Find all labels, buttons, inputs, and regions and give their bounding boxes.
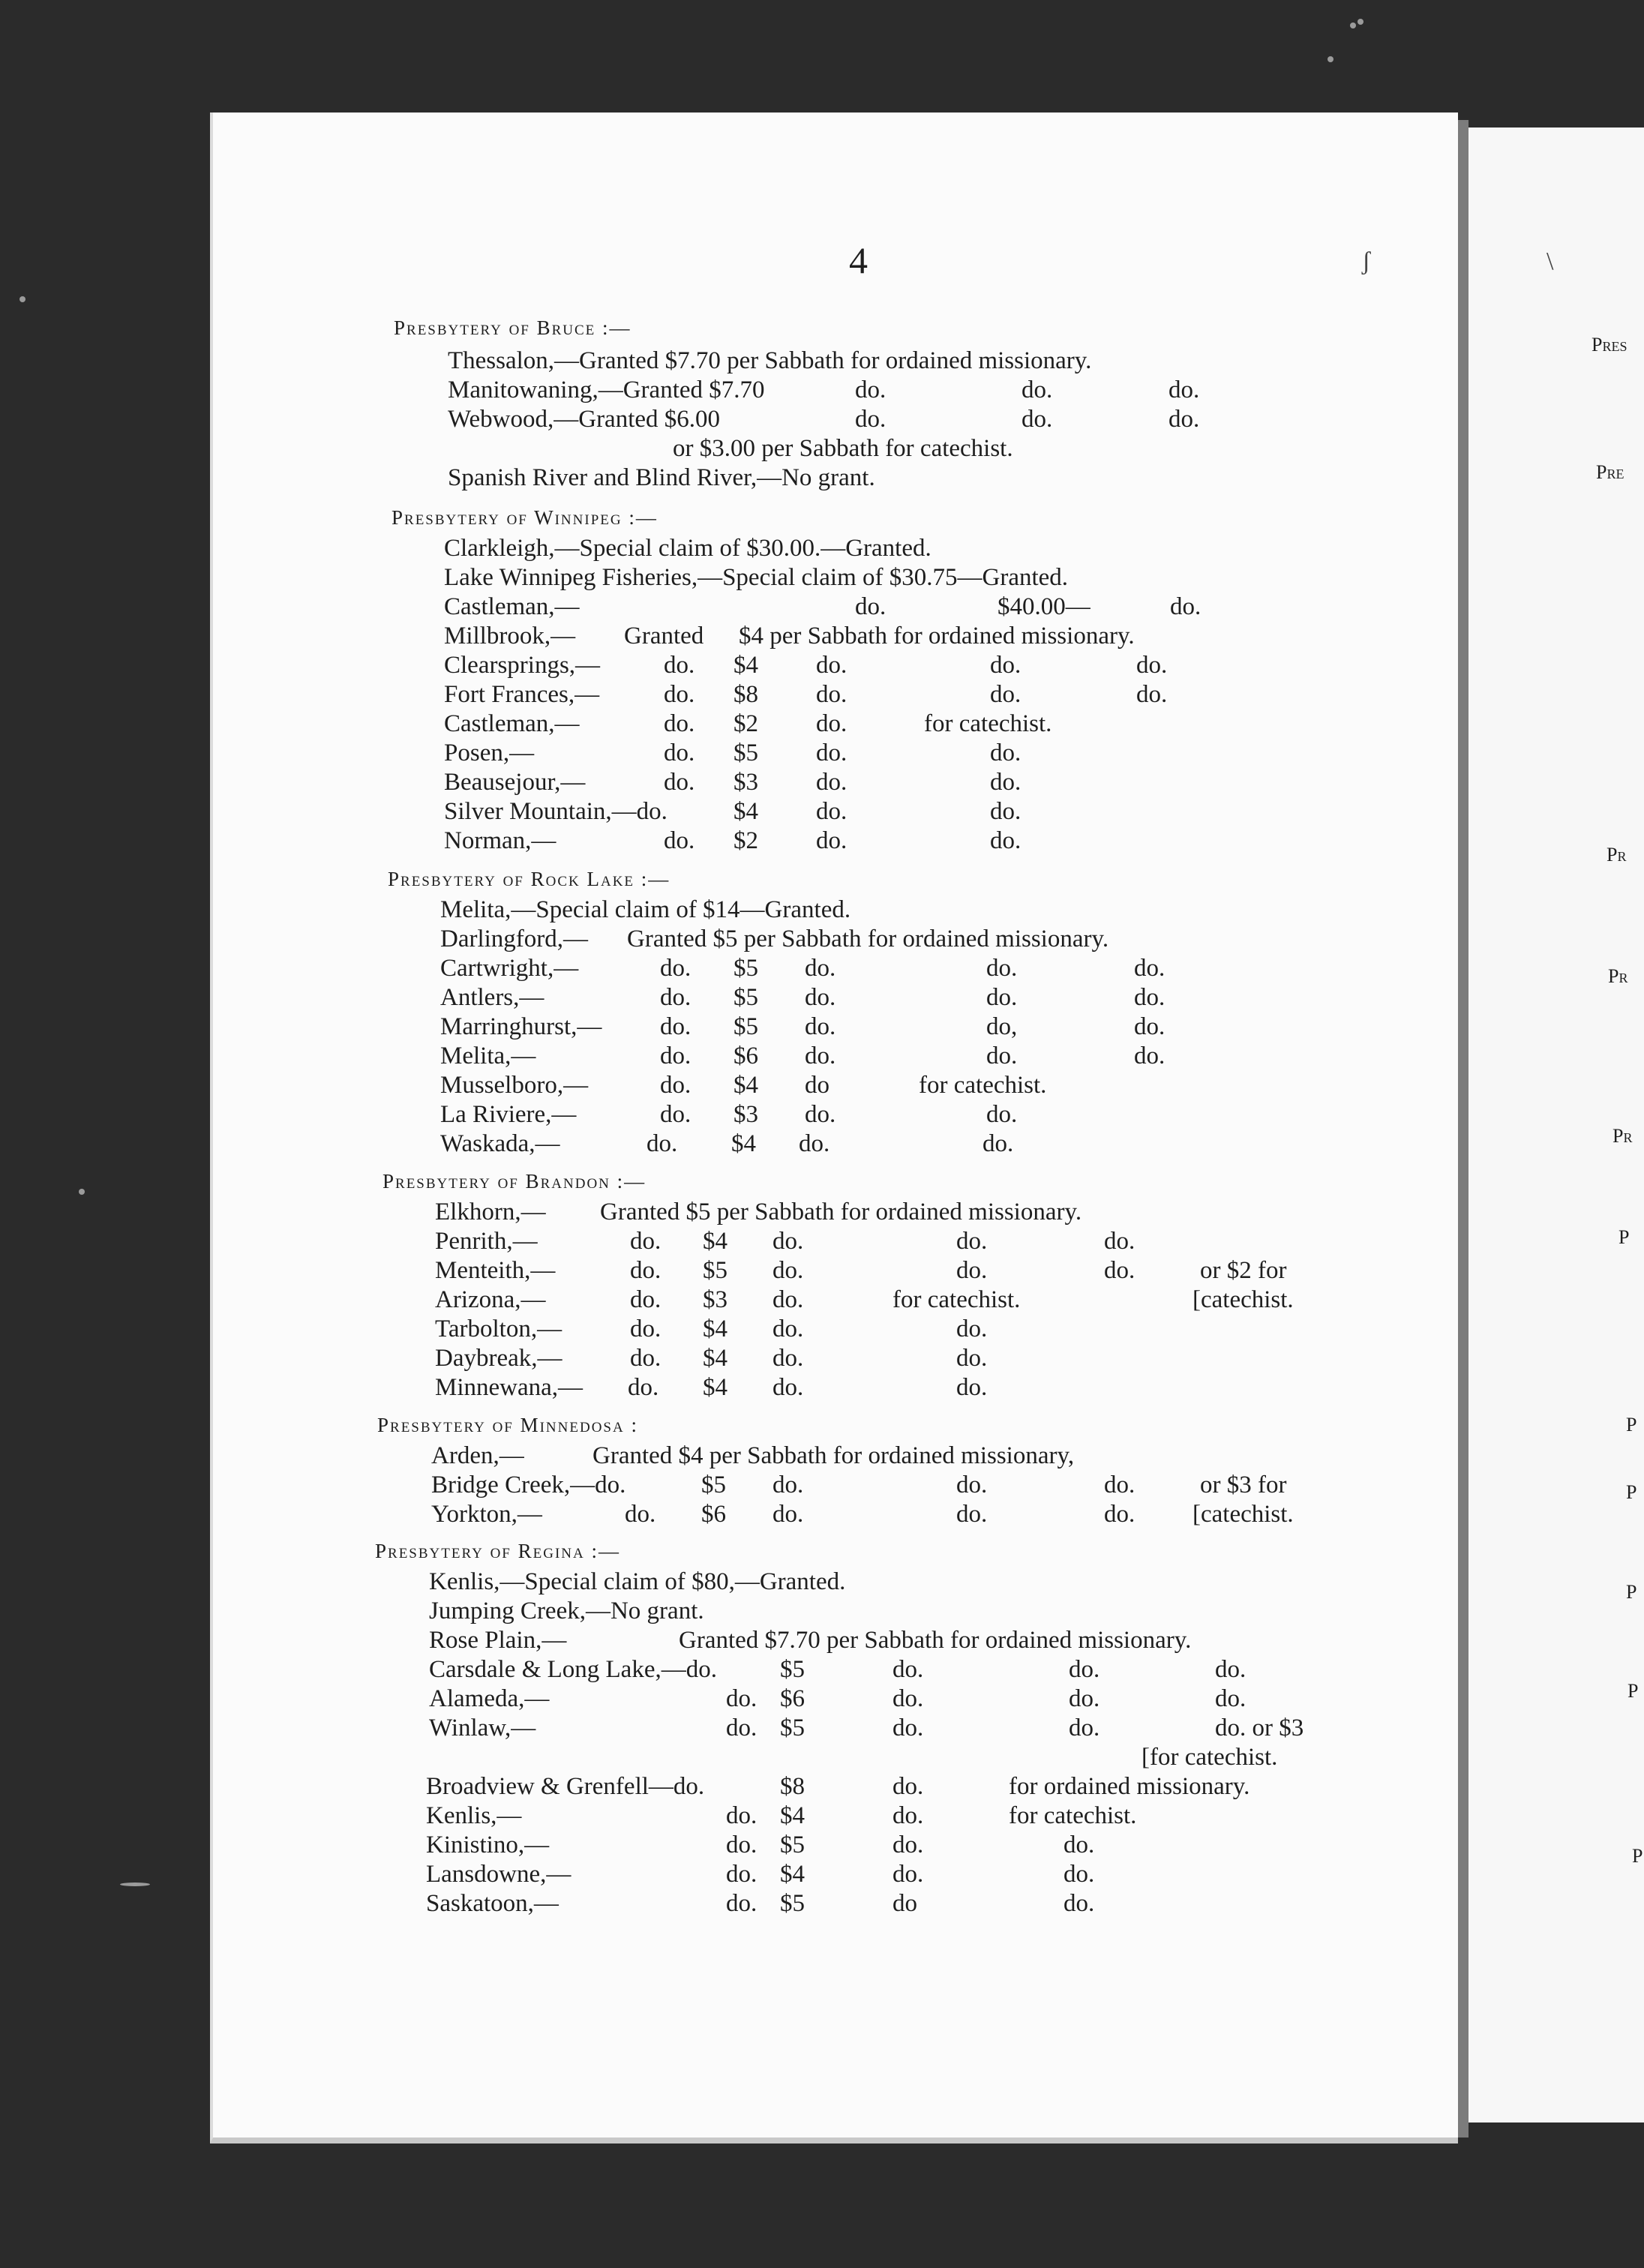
grant-line: do. bbox=[660, 955, 692, 982]
grant-line: $5 bbox=[734, 984, 758, 1011]
grant-line: do. bbox=[855, 593, 886, 620]
grant-line: $5 bbox=[780, 1832, 805, 1858]
grant-line: do. bbox=[772, 1345, 804, 1372]
grant-line: [catechist. bbox=[1192, 1286, 1294, 1313]
grant-line: do. bbox=[1104, 1257, 1136, 1284]
grant-line: $5 bbox=[780, 1656, 805, 1683]
grant-line: do. bbox=[799, 1130, 830, 1157]
grant-line: $4 bbox=[780, 1802, 805, 1829]
grant-line: do. bbox=[630, 1228, 662, 1255]
grant-line: do. bbox=[664, 652, 695, 679]
grant-line: $5 bbox=[734, 1013, 758, 1040]
grant-line: Granted $7.70 per Sabbath for ordained missionary. bbox=[679, 1627, 1192, 1654]
grant-line: Webwood,—Granted $6.00 bbox=[448, 406, 721, 433]
grant-line: do. bbox=[630, 1345, 662, 1372]
grant-line: do. bbox=[1134, 1013, 1166, 1040]
grant-line: Kinistino,— bbox=[426, 1832, 550, 1858]
grant-line: do. bbox=[628, 1374, 659, 1401]
grant-line: $3 bbox=[734, 1101, 758, 1128]
grant-line: do. bbox=[956, 1257, 988, 1284]
grant-line: do. bbox=[660, 1101, 692, 1128]
grant-line: do. bbox=[1136, 681, 1168, 708]
grant-line: do. bbox=[664, 710, 695, 737]
grant-line: Tarbolton,— bbox=[435, 1316, 562, 1342]
grant-line: do. bbox=[1134, 1042, 1166, 1070]
grant-line: or $3 for bbox=[1200, 1472, 1287, 1498]
grant-line: Clarkleigh,—Special claim of $30.00.—Granted. bbox=[444, 535, 932, 562]
grant-line: $5 bbox=[701, 1472, 726, 1498]
grant-line: do. bbox=[990, 681, 1022, 708]
grant-line: $6 bbox=[701, 1501, 726, 1528]
grant-line: Winlaw,— bbox=[429, 1714, 536, 1742]
grant-line: do. bbox=[986, 955, 1018, 982]
grant-line: $2 bbox=[734, 827, 758, 854]
grant-line: $4 bbox=[734, 798, 758, 825]
grant-line: do. bbox=[805, 955, 836, 982]
grant-line: for catechist. bbox=[1009, 1802, 1137, 1829]
grant-line: Alameda,— bbox=[429, 1685, 550, 1712]
grant-line: Minnewana,— bbox=[435, 1374, 584, 1401]
grant-line: do. bbox=[726, 1890, 758, 1917]
presbytery-heading: Presbytery of Brandon :— bbox=[382, 1170, 646, 1192]
grant-line: do. bbox=[986, 984, 1018, 1011]
grant-line: do. bbox=[1069, 1656, 1100, 1683]
grant-line: Thessalon,—Granted $7.70 per Sabbath for ordained missionary. bbox=[448, 347, 1092, 374]
dust-speck bbox=[20, 296, 26, 302]
right-margin-mark: \ bbox=[1546, 248, 1554, 275]
grant-line: $4 bbox=[780, 1861, 805, 1888]
grant-line: do. bbox=[1134, 984, 1166, 1011]
grant-line: Rose Plain,— bbox=[429, 1627, 567, 1654]
grant-line: $4 bbox=[703, 1316, 728, 1342]
grant-line: Granted $5 per Sabbath for ordained missionary. bbox=[627, 926, 1109, 952]
grant-line: do. bbox=[726, 1714, 758, 1742]
right-page-heading: P bbox=[1618, 1226, 1630, 1248]
grant-line: $5 bbox=[780, 1890, 805, 1917]
right-page-heading: Pres bbox=[1592, 334, 1628, 356]
grant-line: do. bbox=[772, 1472, 804, 1498]
grant-line: do. bbox=[855, 406, 886, 433]
right-page-heading: Pre bbox=[1596, 461, 1624, 483]
grant-line: do. bbox=[892, 1714, 924, 1742]
grant-line: do. bbox=[772, 1374, 804, 1401]
grant-line: Menteith,— bbox=[435, 1257, 556, 1284]
grant-line: for catechist. bbox=[924, 710, 1052, 737]
grant-line: Melita,— bbox=[440, 1042, 536, 1070]
grant-line: Bridge Creek,—do. bbox=[431, 1472, 626, 1498]
grant-line: do. bbox=[1168, 376, 1200, 404]
grant-line: Cartwright,— bbox=[440, 955, 579, 982]
grant-line: Granted $5 per Sabbath for ordained missionary. bbox=[600, 1198, 1082, 1226]
grant-line: do. bbox=[772, 1228, 804, 1255]
grant-line: for catechist. bbox=[892, 1286, 1021, 1313]
presbytery-heading: Presbytery of Minnedosa : bbox=[377, 1414, 638, 1436]
grant-line: Arden,— bbox=[431, 1442, 524, 1469]
grant-line: $2 bbox=[734, 710, 758, 737]
presbytery-heading: Presbytery of Regina :— bbox=[375, 1540, 620, 1562]
grant-line: do. bbox=[816, 798, 848, 825]
grant-line: do. bbox=[1170, 593, 1202, 620]
grant-line: do. bbox=[646, 1130, 678, 1157]
grant-line: La Riviere,— bbox=[440, 1101, 577, 1128]
grant-line: do. bbox=[816, 652, 848, 679]
grant-line: do. bbox=[1215, 1685, 1246, 1712]
grant-line: Daybreak,— bbox=[435, 1345, 562, 1372]
grant-line: do. bbox=[855, 376, 886, 404]
grant-line: $6 bbox=[734, 1042, 758, 1070]
grant-line: or $2 for bbox=[1200, 1257, 1287, 1284]
dust-speck bbox=[1350, 22, 1356, 28]
presbytery-heading: Presbytery of Bruce :— bbox=[394, 316, 632, 339]
grant-line: Lake Winnipeg Fisheries,—Special claim of $30.75—Granted. bbox=[444, 564, 1069, 591]
grant-line: $6 bbox=[780, 1685, 805, 1712]
grant-line: do. bbox=[990, 827, 1022, 854]
grant-line: Waskada,— bbox=[440, 1130, 560, 1157]
grant-line: Musselboro,— bbox=[440, 1072, 589, 1099]
grant-line: do. bbox=[990, 652, 1022, 679]
grant-line: do. bbox=[892, 1832, 924, 1858]
grant-line: Millbrook,— bbox=[444, 622, 576, 650]
grant-line: Kenlis,—Special claim of $80,—Granted. bbox=[429, 1568, 846, 1595]
right-page-heading: P bbox=[1632, 1845, 1643, 1867]
grant-line: Castleman,— bbox=[444, 593, 580, 620]
grant-line: do. bbox=[892, 1773, 924, 1800]
grant-line: do. bbox=[986, 1101, 1018, 1128]
right-page-heading: P bbox=[1626, 1414, 1637, 1436]
grant-line: do. bbox=[816, 827, 848, 854]
grant-line: do. bbox=[660, 1072, 692, 1099]
grant-line: Norman,— bbox=[444, 827, 556, 854]
grant-line: do. bbox=[956, 1316, 988, 1342]
grant-line: $3 bbox=[703, 1286, 728, 1313]
grant-line: do. bbox=[1069, 1685, 1100, 1712]
grant-line: do. bbox=[1215, 1656, 1246, 1683]
grant-line: do, bbox=[986, 1013, 1018, 1040]
dust-streak bbox=[120, 1882, 150, 1886]
presbytery-heading: Presbytery of Rock Lake :— bbox=[388, 868, 670, 890]
grant-line: do. bbox=[726, 1861, 758, 1888]
grant-line: $5 bbox=[703, 1257, 728, 1284]
right-page-heading: P bbox=[1626, 1481, 1637, 1503]
grant-line: Broadview & Grenfell—do. bbox=[426, 1773, 705, 1800]
grant-line: do. bbox=[726, 1832, 758, 1858]
grant-line: do. bbox=[664, 681, 695, 708]
right-page-heading: Pr bbox=[1608, 965, 1628, 987]
grant-line: do. bbox=[1069, 1714, 1100, 1742]
grant-line: Antlers,— bbox=[440, 984, 544, 1011]
dust-speck bbox=[1328, 56, 1334, 62]
grant-line: do. bbox=[990, 769, 1022, 796]
grant-line: do. bbox=[1104, 1228, 1136, 1255]
grant-line: Granted $4 per Sabbath for ordained missionary, bbox=[592, 1442, 1075, 1469]
grant-line: for ordained missionary. bbox=[1009, 1773, 1250, 1800]
grant-line: do. bbox=[1104, 1501, 1136, 1528]
grant-line: Darlingford,— bbox=[440, 926, 589, 952]
margin-mark: ʃ bbox=[1362, 248, 1371, 275]
grant-line: do. bbox=[1064, 1861, 1095, 1888]
grant-line: Spanish River and Blind River,—No grant. bbox=[448, 464, 875, 491]
grant-line: [catechist. bbox=[1192, 1501, 1294, 1528]
grant-line: do. bbox=[1064, 1832, 1095, 1858]
grant-line: do. bbox=[660, 1042, 692, 1070]
grant-line: Lansdowne,— bbox=[426, 1861, 572, 1888]
grant-line: do. bbox=[630, 1257, 662, 1284]
grant-line: Posen,— bbox=[444, 740, 535, 766]
grant-line: do. bbox=[816, 769, 848, 796]
right-page-heading: Pr bbox=[1606, 844, 1627, 866]
dust-speck bbox=[79, 1189, 85, 1195]
grant-line: $40.00— bbox=[998, 593, 1090, 620]
grant-line: do. bbox=[664, 827, 695, 854]
grant-line: do. bbox=[772, 1316, 804, 1342]
grant-line: do. bbox=[772, 1257, 804, 1284]
grant-line: $3 bbox=[734, 769, 758, 796]
grant-line: do. bbox=[956, 1228, 988, 1255]
grant-line: [for catechist. bbox=[1142, 1744, 1278, 1771]
grant-line: do. bbox=[1022, 376, 1053, 404]
grant-line: do. bbox=[892, 1802, 924, 1829]
grant-line: Clearsprings,— bbox=[444, 652, 601, 679]
grant-line: Kenlis,— bbox=[426, 1802, 522, 1829]
grant-line: Elkhorn,— bbox=[435, 1198, 546, 1226]
grant-line: do. bbox=[726, 1802, 758, 1829]
grant-line: do. bbox=[805, 1101, 836, 1128]
grant-line: $4 bbox=[703, 1345, 728, 1372]
grant-line: do. bbox=[990, 740, 1022, 766]
grant-line: do. bbox=[805, 1042, 836, 1070]
grant-line: $8 bbox=[734, 681, 758, 708]
grant-line: do. bbox=[1104, 1472, 1136, 1498]
grant-line: or $3.00 per Sabbath for catechist. bbox=[673, 435, 1013, 462]
grant-line: do. bbox=[892, 1685, 924, 1712]
right-page-heading: Pr bbox=[1612, 1125, 1633, 1147]
grant-line: do. bbox=[664, 769, 695, 796]
grant-line: do. or $3 bbox=[1215, 1714, 1304, 1742]
grant-line: do. bbox=[805, 984, 836, 1011]
grant-line: do. bbox=[660, 1013, 692, 1040]
grant-line: do. bbox=[805, 1013, 836, 1040]
grant-line: do. bbox=[1134, 955, 1166, 982]
presbytery-heading: Presbytery of Winnipeg :— bbox=[392, 506, 658, 529]
grant-line: $5 bbox=[780, 1714, 805, 1742]
grant-line: Carsdale & Long Lake,—do. bbox=[429, 1656, 717, 1683]
grant-line: Silver Mountain,—do. bbox=[444, 798, 668, 825]
grant-line: do. bbox=[956, 1501, 988, 1528]
dust-speck bbox=[1358, 19, 1364, 25]
grant-line: do. bbox=[816, 740, 848, 766]
grant-line: do. bbox=[956, 1345, 988, 1372]
grant-line: $4 bbox=[703, 1228, 728, 1255]
grant-line: do. bbox=[726, 1685, 758, 1712]
right-page-heading: P bbox=[1628, 1680, 1639, 1702]
grant-line: Castleman,— bbox=[444, 710, 580, 737]
grant-line: do. bbox=[892, 1656, 924, 1683]
grant-line: Penrith,— bbox=[435, 1228, 538, 1255]
grant-line: Fort Frances,— bbox=[444, 681, 600, 708]
grant-line: do. bbox=[660, 984, 692, 1011]
grant-line: do. bbox=[1136, 652, 1168, 679]
grant-line: do. bbox=[956, 1374, 988, 1401]
grant-line: do. bbox=[630, 1286, 662, 1313]
grant-line: Melita,—Special claim of $14—Granted. bbox=[440, 896, 851, 923]
grant-line: Yorkton,— bbox=[431, 1501, 542, 1528]
grant-line: do. bbox=[816, 681, 848, 708]
grant-line: $4 bbox=[734, 652, 758, 679]
grant-line: do. bbox=[892, 1861, 924, 1888]
grant-line: Beausejour,— bbox=[444, 769, 586, 796]
grant-line: $8 bbox=[780, 1773, 805, 1800]
grant-line: do. bbox=[630, 1316, 662, 1342]
grant-line: $4 bbox=[703, 1374, 728, 1401]
grant-line: Marringhurst,— bbox=[440, 1013, 602, 1040]
grant-line: do. bbox=[986, 1042, 1018, 1070]
grant-line: do bbox=[805, 1072, 830, 1099]
grant-line: $4 per Sabbath for ordained missionary. bbox=[739, 622, 1135, 650]
page-number: 4 bbox=[849, 239, 868, 281]
grant-line: Jumping Creek,—No grant. bbox=[429, 1598, 704, 1624]
grant-line: do. bbox=[816, 710, 848, 737]
grant-line: do. bbox=[625, 1501, 656, 1528]
grant-line: do. bbox=[1064, 1890, 1095, 1917]
grant-line: do. bbox=[982, 1130, 1014, 1157]
grant-line: do. bbox=[990, 798, 1022, 825]
grant-line: do bbox=[892, 1890, 917, 1917]
grant-line: $4 bbox=[734, 1072, 758, 1099]
grant-line: for catechist. bbox=[919, 1072, 1047, 1099]
grant-line: Granted bbox=[624, 622, 704, 650]
grant-line: $5 bbox=[734, 740, 758, 766]
grant-line: do. bbox=[1022, 406, 1053, 433]
grant-line: Arizona,— bbox=[435, 1286, 546, 1313]
grant-line: $5 bbox=[734, 955, 758, 982]
grant-line: $4 bbox=[731, 1130, 756, 1157]
grant-line: Saskatoon,— bbox=[426, 1890, 559, 1917]
grant-line: do. bbox=[956, 1472, 988, 1498]
right-page-heading: P bbox=[1626, 1581, 1637, 1603]
grant-line: do. bbox=[1168, 406, 1200, 433]
grant-line: Manitowaning,—Granted $7.70 bbox=[448, 376, 765, 404]
grant-line: do. bbox=[772, 1286, 804, 1313]
grant-line: do. bbox=[664, 740, 695, 766]
grant-line: do. bbox=[772, 1501, 804, 1528]
